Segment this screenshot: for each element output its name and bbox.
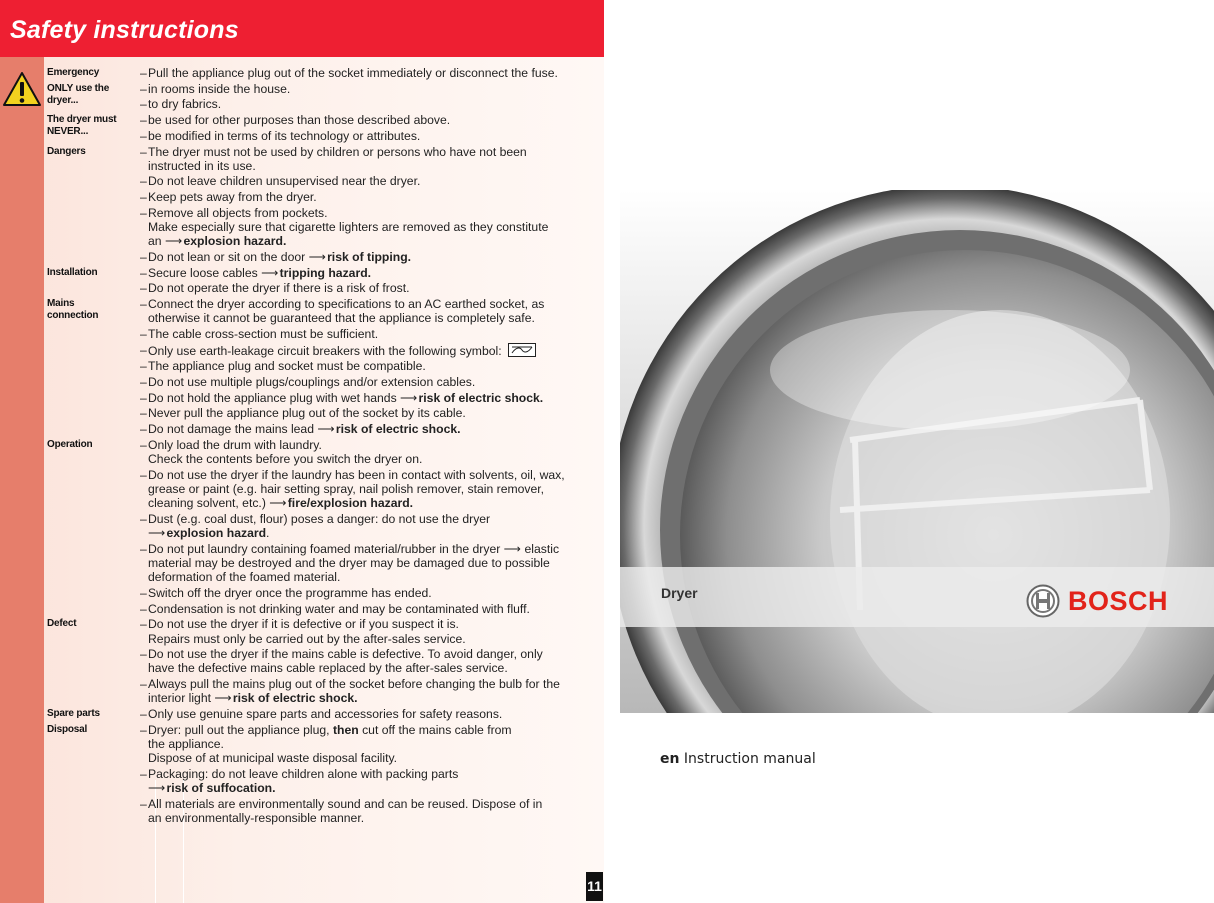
safety-instructions-page [0, 0, 604, 903]
instruction-item [140, 767, 603, 795]
instruction-line [148, 438, 603, 452]
instruction-line [148, 113, 603, 127]
instruction-text: Do not use the dryer if the laundry has been in contact with solvents, oil, wax, [148, 467, 565, 482]
left-color-stripe [0, 57, 44, 903]
instruction-text: Do not lean or sit on the door [148, 249, 309, 264]
instruction-line [148, 811, 603, 825]
instruction-item [140, 113, 603, 127]
section-label [47, 438, 140, 617]
header-bar [0, 0, 604, 57]
bullet-dash: – [140, 190, 147, 205]
warning-triangle-icon [2, 71, 42, 107]
bullet-dash: – [140, 601, 147, 616]
section-label [47, 297, 140, 438]
instruction-item [140, 617, 603, 645]
emphasis-text: then [332, 722, 359, 737]
instruction-line [148, 542, 603, 556]
manual-title [660, 751, 816, 767]
bullet-dash: – [140, 585, 147, 600]
bullet-dash: – [140, 128, 147, 143]
page-number: 11 [586, 872, 603, 901]
instruction-section [47, 707, 603, 723]
instruction-line [148, 297, 603, 311]
instruction-line [148, 406, 603, 420]
instruction-text: Do not leave children unsupervised near the dryer. [148, 174, 421, 189]
bullet-dash: – [140, 647, 147, 662]
arrow-icon: ⟶ [308, 249, 327, 264]
instruction-line [148, 496, 603, 510]
instruction-item [140, 586, 603, 600]
instruction-line [148, 82, 603, 96]
bullet-dash: – [140, 707, 147, 722]
instruction-item [140, 327, 603, 341]
section-label-line: connection [47, 310, 99, 322]
section-label-line: NEVER... [47, 126, 89, 138]
instruction-line [148, 311, 603, 325]
bullet-dash: – [140, 375, 147, 390]
section-label-line: Disposal [47, 723, 88, 735]
section-label [47, 145, 140, 266]
instruction-text: be modified in terms of its technology or attributes. [148, 128, 421, 143]
instruction-text: Remove all objects from pockets. [148, 205, 328, 220]
section-label-line: dryer... [47, 94, 79, 106]
instruction-line [148, 737, 603, 751]
instruction-line [148, 586, 603, 600]
instruction-section [47, 66, 603, 82]
bullet-dash: – [140, 359, 147, 374]
page-title: Safety instructions [10, 16, 239, 44]
instruction-item [140, 723, 603, 766]
instruction-item [140, 206, 603, 249]
instruction-line [148, 129, 603, 143]
bullet-dash: – [140, 406, 147, 421]
arrow-icon: ⟶ [269, 496, 287, 511]
instruction-text: Do not damage the mains lead [148, 422, 318, 437]
bullet-dash: – [140, 796, 147, 811]
instruction-line [148, 767, 603, 781]
instruction-line [148, 512, 603, 526]
instruction-text: Never pull the appliance plug out of the socket by its cable. [148, 406, 466, 421]
instruction-line [148, 632, 603, 646]
instruction-text: interior light [148, 691, 215, 706]
instruction-text: Do not operate the dryer if there is a risk of frost. [148, 281, 410, 296]
instruction-line [148, 570, 603, 584]
instruction-line [148, 220, 603, 234]
hazard-text: risk of tipping. [327, 249, 412, 264]
instruction-text: Only use genuine spare parts and accessories for safety reasons. [148, 707, 503, 722]
instruction-text: All materials are environmentally sound and can be reused. Dispose of in [148, 796, 543, 811]
instruction-item [140, 250, 603, 264]
section-label-line: Dangers [47, 145, 86, 157]
instruction-text: Do not use multiple plugs/couplings and/or extension cables. [148, 375, 476, 390]
bullet-dash: – [140, 677, 147, 692]
instruction-text: Keep pets away from the dryer. [148, 190, 317, 205]
instruction-line [148, 781, 603, 795]
instruction-item [140, 542, 603, 585]
instruction-item [140, 97, 603, 111]
instruction-text: have the defective mains cable replaced by the after-sales service. [148, 661, 508, 676]
instruction-item [140, 647, 603, 675]
instruction-line [148, 327, 603, 341]
instruction-text: Repairs must only be carried out by the after-sales service. [148, 631, 466, 646]
bullet-dash: – [140, 326, 147, 341]
instruction-item [140, 82, 603, 96]
product-name: Dryer [661, 585, 698, 601]
instruction-item [140, 297, 603, 325]
instruction-line [148, 422, 603, 436]
bullet-dash: – [140, 422, 147, 437]
instruction-item [140, 422, 603, 436]
instruction-text: Do not hold the appliance plug with wet hands [148, 390, 401, 405]
instruction-line [148, 468, 603, 482]
instruction-line [148, 145, 603, 159]
bullet-dash: – [140, 617, 147, 632]
instruction-text: Pull the appliance plug out of the socket immediately or disconnect the fuse. [148, 66, 558, 80]
instruction-line [148, 159, 603, 173]
bullet-dash: – [140, 66, 147, 80]
instruction-section [47, 438, 603, 617]
bullet-dash: – [140, 144, 147, 159]
instruction-text: The appliance plug and socket must be compatible. [148, 359, 426, 374]
instruction-item [140, 145, 603, 173]
instruction-text: Connect the dryer according to specifications to an AC earthed socket, as [148, 297, 545, 312]
instruction-line [148, 359, 603, 373]
instruction-item [140, 174, 603, 188]
earth-leakage-breaker-icon [508, 343, 536, 357]
instruction-section [47, 145, 603, 266]
brand-name: BOSCH [1068, 585, 1169, 616]
instruction-line [148, 375, 603, 389]
instruction-text: Check the contents before you switch the dryer on. [148, 452, 423, 467]
instruction-text: to dry fabrics. [148, 97, 222, 112]
section-label [47, 707, 140, 723]
instruction-line [148, 602, 603, 616]
instruction-text: . [266, 526, 270, 541]
instruction-line [148, 452, 603, 466]
instruction-line [148, 174, 603, 188]
instruction-text: otherwise it cannot be guaranteed that the appliance is completely safe. [148, 311, 535, 326]
arrow-icon: ⟶ [164, 234, 183, 249]
instruction-text: Dryer: pull out the appliance plug, [148, 722, 333, 737]
instruction-line [148, 707, 603, 721]
bullet-dash: – [140, 97, 147, 112]
arrow-icon: ⟶ [214, 691, 232, 706]
instruction-item [140, 129, 603, 143]
instruction-line [148, 234, 603, 248]
instruction-item [140, 190, 603, 204]
bullet-dash: – [140, 174, 147, 189]
instruction-text: Dust (e.g. coal dust, flour) poses a danger: do not use the dryer [148, 511, 491, 526]
dryer-door-photo [620, 190, 1214, 713]
instruction-text: material may be destroyed and the dryer may be damaged due to possible [148, 556, 550, 570]
hazard-text: explosion hazard. [183, 234, 287, 249]
instruction-line [148, 250, 603, 264]
instruction-line [148, 97, 603, 111]
instruction-text: in rooms inside the house. [148, 81, 291, 96]
instruction-section [47, 266, 603, 297]
instruction-text: Do not use the dryer if the mains cable is defective. To avoid danger, only [148, 647, 543, 662]
brand-logo [1026, 583, 1168, 619]
section-label-line: Spare parts [47, 708, 100, 720]
bullet-dash: – [140, 541, 147, 556]
instruction-section [47, 297, 603, 438]
hazard-text: tripping hazard. [279, 265, 372, 280]
instruction-text: Packaging: do not leave children alone with packing parts [148, 766, 459, 781]
arrow-icon: ⟶ [261, 265, 279, 280]
instruction-item [140, 438, 603, 466]
hazard-text: risk of electric shock. [418, 390, 544, 405]
instruction-item [140, 468, 603, 511]
instruction-line [148, 751, 603, 765]
instruction-item [140, 677, 603, 705]
instruction-text: Only use earth-leakage circuit breakers with the following symbol: [148, 343, 502, 358]
instruction-section [47, 113, 603, 144]
instruction-item [140, 707, 603, 721]
arrow-icon: ⟶ [148, 781, 166, 796]
instruction-item [140, 343, 603, 358]
section-label [47, 617, 140, 707]
instruction-line [148, 281, 603, 295]
instruction-item [140, 602, 603, 616]
bullet-dash: – [140, 437, 147, 452]
section-label-line: The dryer must [47, 114, 117, 126]
bullet-dash: – [140, 511, 147, 526]
instruction-item [140, 281, 603, 295]
manual-label: Instruction manual [683, 751, 816, 767]
section-label-line: ONLY use the [47, 82, 110, 94]
instruction-text: cleaning solvent, etc.) [148, 496, 270, 511]
instruction-line [148, 647, 603, 661]
instruction-line [148, 391, 603, 405]
bullet-dash: – [140, 281, 147, 296]
instruction-line [148, 677, 603, 691]
instruction-line [148, 206, 603, 220]
instruction-item [140, 359, 603, 373]
instruction-item [140, 66, 603, 80]
cover-page [604, 0, 1214, 903]
section-label [47, 266, 140, 297]
instruction-line [148, 66, 603, 80]
bullet-dash: – [140, 249, 147, 264]
hazard-text: risk of electric shock. [232, 691, 358, 706]
instruction-text: Do not put laundry containing foamed material/rubber in the dryer [148, 541, 504, 556]
instruction-text: Make especially sure that cigarette lighters are removed as they constitute [148, 220, 549, 235]
instruction-text: Switch off the dryer once the programme has ended. [148, 585, 432, 600]
instruction-item [140, 375, 603, 389]
section-label [47, 82, 140, 113]
section-label-line: Installation [47, 266, 98, 278]
instruction-text: an environmentally-responsible manner. [148, 810, 365, 825]
arrow-icon: ⟶ [148, 526, 166, 541]
instruction-line [148, 526, 603, 540]
arrow-icon: ⟶ [317, 422, 335, 437]
instruction-section [47, 82, 603, 113]
hazard-text: risk of electric shock. [335, 422, 461, 437]
instruction-line [148, 482, 603, 496]
bullet-dash: – [140, 342, 147, 357]
instruction-text: Secure loose cables [148, 265, 262, 280]
bosch-logo-icon [1026, 584, 1060, 618]
instruction-item [140, 512, 603, 540]
instruction-text: Always pull the mains plug out of the socket before changing the bulb for the [148, 677, 560, 692]
instruction-text: Do not use the dryer if it is defective or if you suspect it is. [148, 617, 459, 632]
arrow-icon: ⟶ [400, 390, 418, 405]
instruction-text: Dispose of at municipal waste disposal facility. [148, 751, 398, 766]
bullet-dash: – [140, 390, 147, 405]
instruction-text: an [148, 234, 165, 249]
bullet-dash: – [140, 205, 147, 220]
section-label-line: Defect [47, 618, 77, 630]
instruction-text: The cable cross-section must be sufficient. [148, 326, 379, 341]
instruction-line [148, 190, 603, 204]
section-label [47, 723, 140, 827]
section-label-line: Operation [47, 438, 93, 450]
bullet-dash: – [140, 766, 147, 781]
bullet-dash: – [140, 467, 147, 482]
instruction-item [140, 797, 603, 825]
instruction-section [47, 617, 603, 707]
hazard-text: risk of suffocation. [166, 781, 276, 796]
bullet-dash: – [140, 297, 147, 312]
instruction-line [148, 691, 603, 705]
bullet-dash: – [140, 722, 147, 737]
section-label-line: Mains [47, 298, 75, 310]
instruction-line [148, 343, 603, 358]
instruction-line [148, 723, 603, 737]
arrow-icon: ⟶ [503, 541, 525, 556]
instructions-list [47, 66, 603, 827]
instruction-item [140, 266, 603, 280]
language-code: en [660, 751, 680, 767]
section-label [47, 113, 140, 144]
section-label [47, 66, 140, 82]
instruction-text: elastic [524, 541, 560, 556]
instruction-line [148, 266, 603, 280]
instruction-text: grease or paint (e.g. hair setting spray, nail polish remover, stain remover, [148, 481, 545, 496]
instruction-line [148, 556, 603, 570]
hazard-text: fire/explosion hazard. [287, 496, 414, 511]
bullet-dash: – [140, 113, 147, 128]
instruction-line [148, 797, 603, 811]
instruction-text: Condensation is not drinking water and may be contaminated with fluff. [148, 601, 530, 616]
bullet-dash: – [140, 265, 147, 280]
hazard-text: explosion hazard [166, 526, 267, 541]
instruction-section [47, 723, 603, 827]
instruction-text: the appliance. [148, 736, 224, 751]
instruction-item [140, 391, 603, 405]
instruction-text: deformation of the foamed material. [148, 570, 341, 585]
instruction-item [140, 406, 603, 420]
instruction-text: instructed in its use. [148, 158, 256, 173]
instruction-text: Only load the drum with laundry. [148, 437, 322, 452]
instruction-line [148, 661, 603, 675]
bullet-dash: – [140, 81, 147, 96]
instruction-text: The dryer must not be used by children or persons who have not been [148, 144, 527, 159]
instruction-text: be used for other purposes than those described above. [148, 113, 451, 128]
section-label-line: Emergency [47, 67, 100, 78]
instruction-line [148, 617, 603, 631]
instruction-text: cut off the mains cable from [358, 722, 512, 737]
